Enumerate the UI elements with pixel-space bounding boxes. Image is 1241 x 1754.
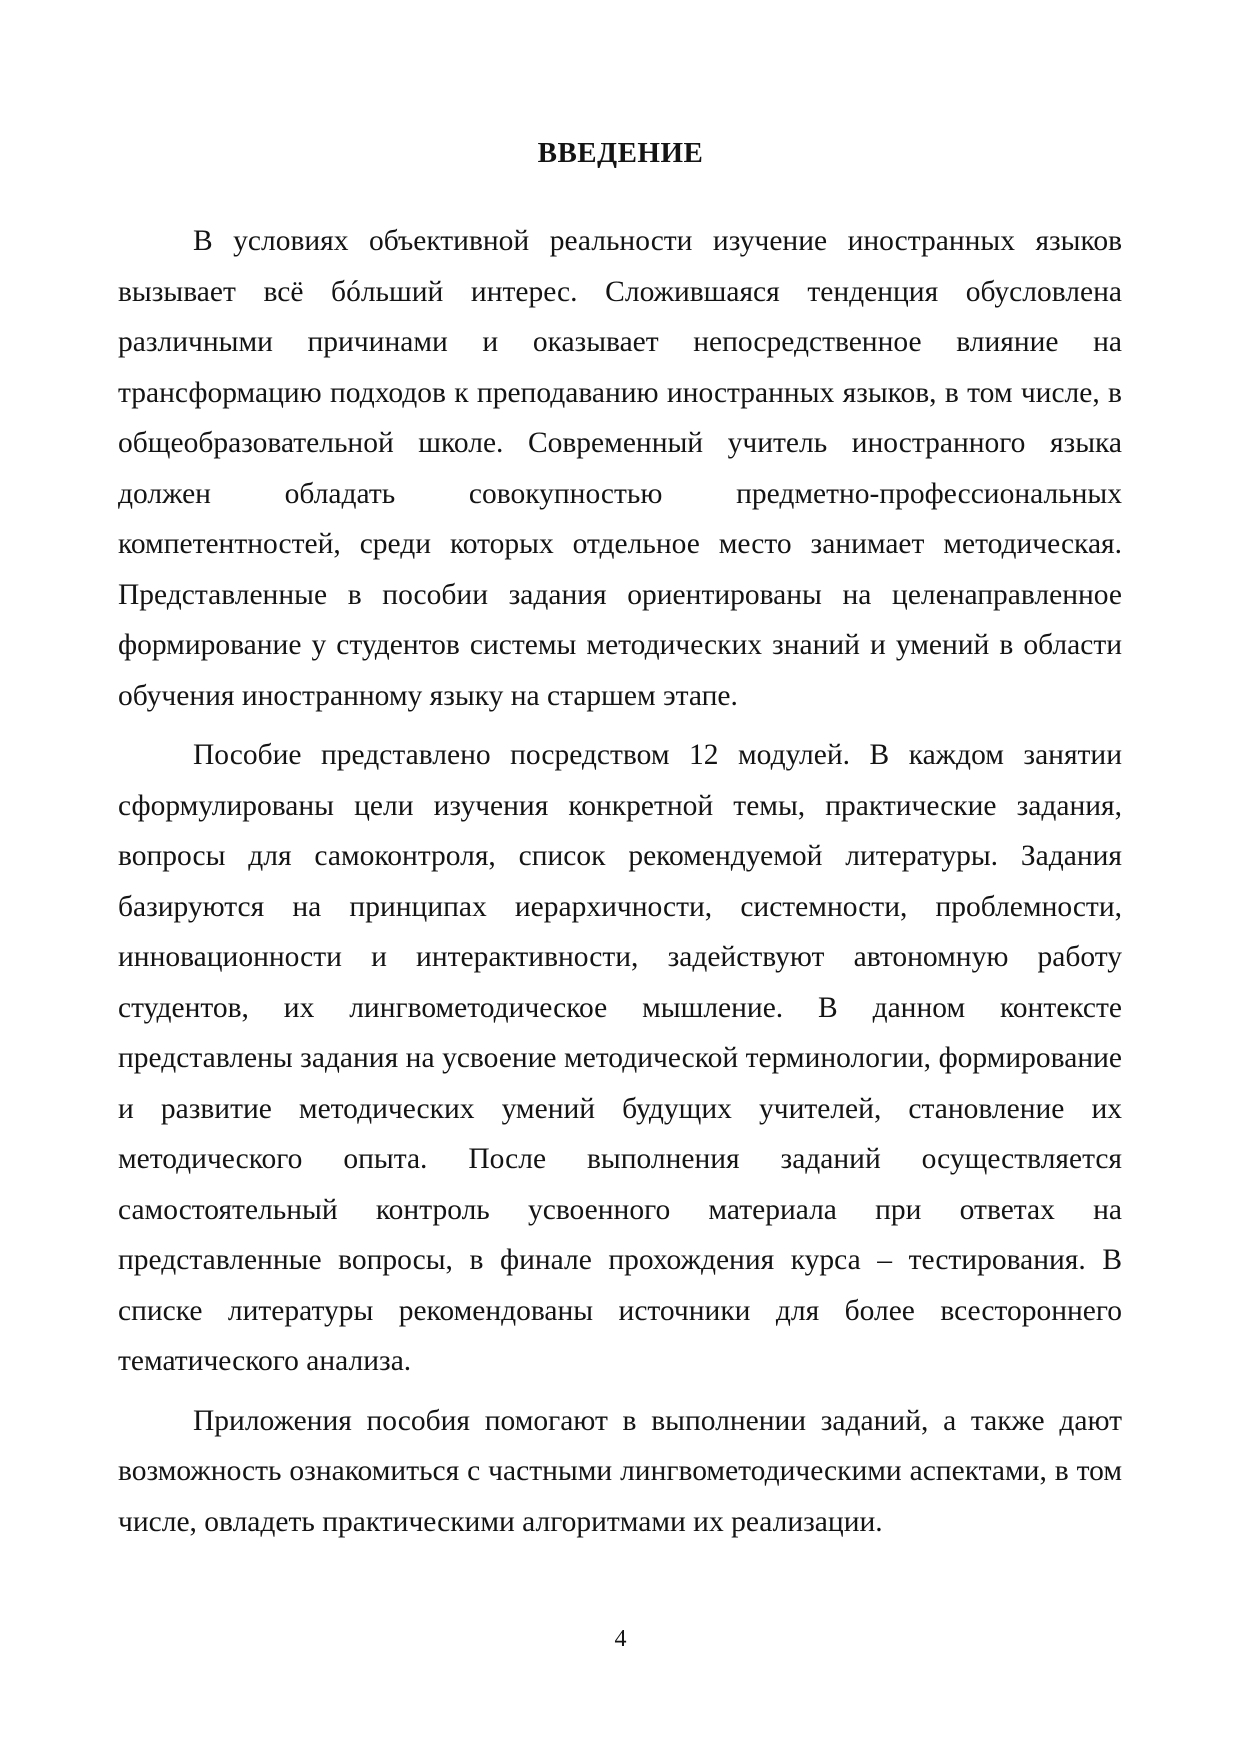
paragraph-3: Приложения пособия помогают в выполнении заданий, а также дают возможность ознакомиться с частными лингвометодическими аспектами, в том числе, овладеть практическими алгоритмами их реализации. xyxy=(118,1404,1122,1538)
paragraph-1: В условиях объективной реальности изучение иностранных языков вызывает всё бóльший интерес. Сложившаяся тенденция обусловлена различными причинами и оказывает непосредственное влияние на трансформацию подходов к преподаванию иностранных языков, в том числе, в общеобразовательной школе. Современный учитель иностранного языка должен обладать совокупностью предметно-профессиональных компетентностей, среди которых отдельное место занимает методическая. Представленные в пособии задания ориентированы на целенаправленное формирование у студентов системы методических знаний и умений в области обучения иностранному языку на старшем этапе. xyxy=(118,225,1122,712)
paragraph-2: Пособие представлено посредством 12 модулей. В каждом занятии сформулированы цели изучения конкретной темы, практические задания, вопросы для самоконтроля, список рекомендуемой литературы. Задания базируются на принципах иерархичности, системности, проблемности, инновационности и интерактивности, задействуют автономную работу студентов, их лингвометодическое мышление. В данном контексте представлены задания на усвоение методической терминологии, формирование и развитие методических умений будущих учителей, становление их методического опыта. После выполнения заданий осуществляется самостоятельный контроль усвоенного материала при ответах на представленные вопросы, в финале прохождения курса – тестирования. В списке литературы рекомендованы источники для более всестороннего тематического анализа. xyxy=(118,739,1122,1377)
page-title: ВВЕДЕНИЕ xyxy=(537,137,704,170)
body-text xyxy=(118,216,1122,1547)
page-number: 4 xyxy=(614,1626,627,1652)
